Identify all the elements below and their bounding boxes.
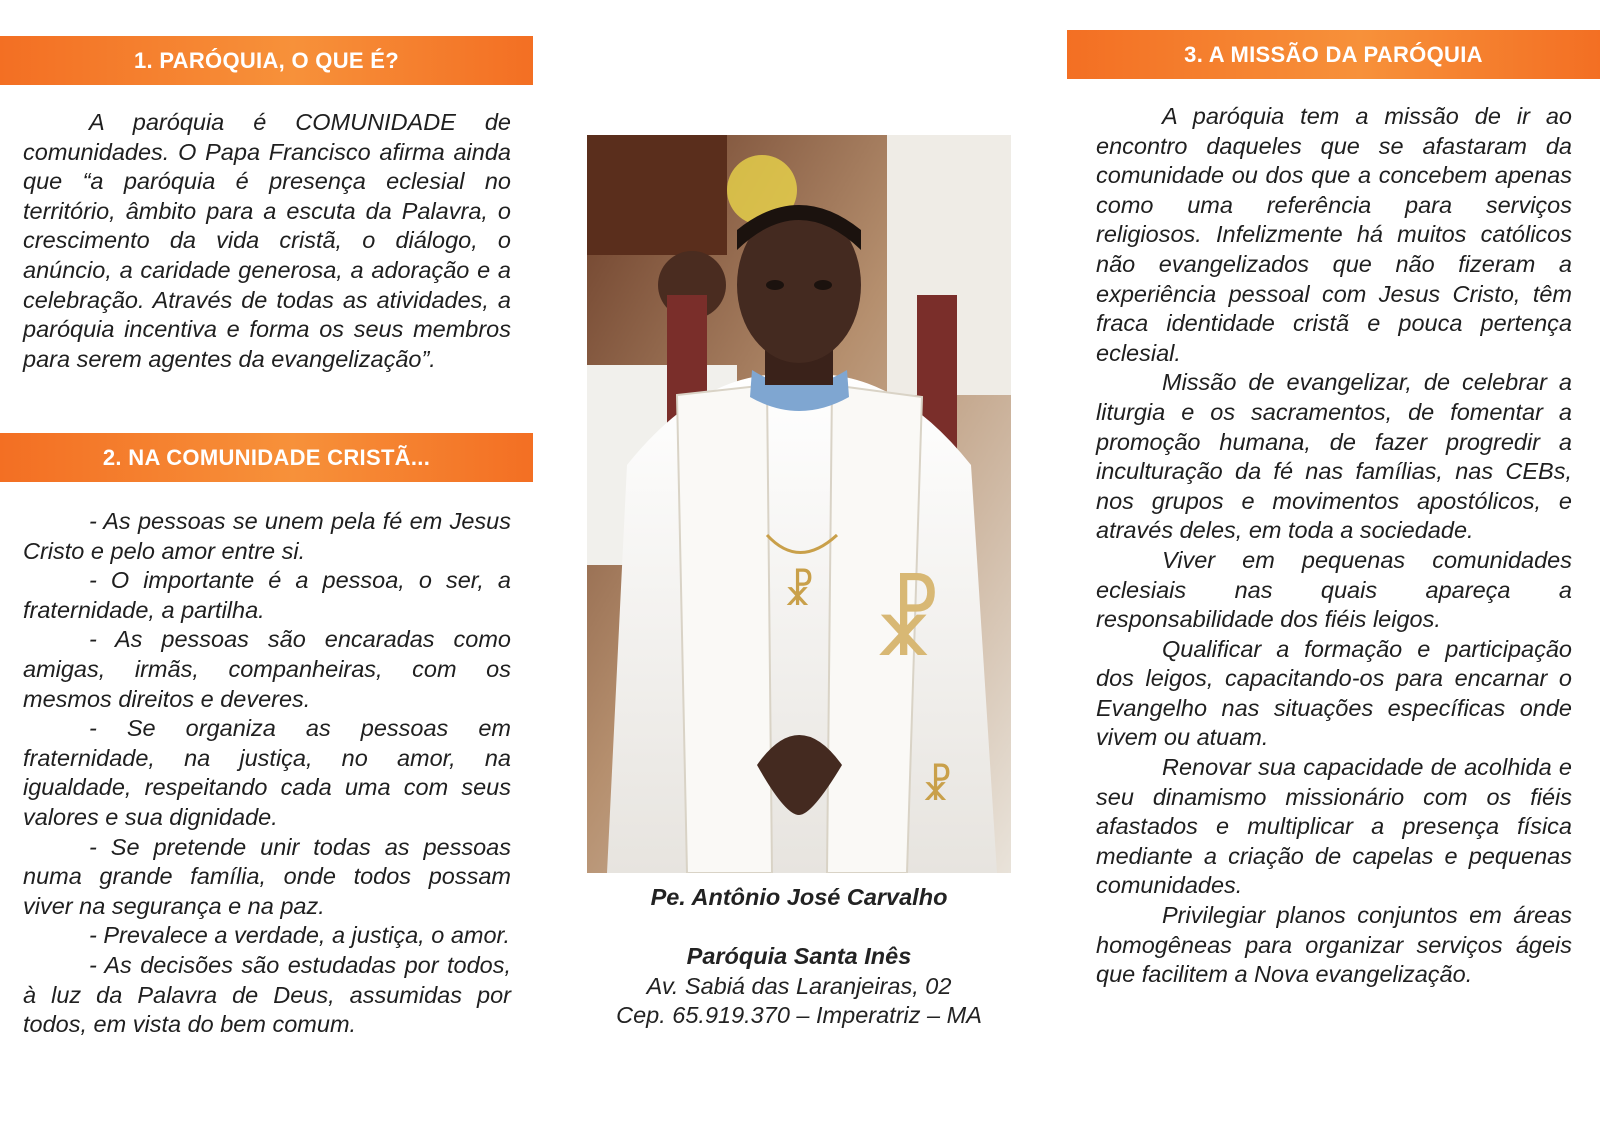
section3-paragraph: Qualificar a formação e participação dos leigos, capacitando-os para encarnar o Evangelho nas situações específicas onde vivem ou atuam. [1096, 635, 1572, 751]
section1-body [23, 108, 511, 374]
section3-body [1096, 102, 1572, 990]
section3-paragraph: A paróquia tem a missão de ir ao encontro daqueles que se afastaram da comunidade ou dos que a concebem apenas como uma referência para serviços religiosos. Infelizmente há muitos católicos não evangelizados que não fizeram a experiência pessoal com Jesus Cristo, têm fraca identidade cristã e pouca pertença eclesial. [1096, 103, 1572, 366]
section2-item: - Se pretende unir todas as pessoas numa grande família, onde todos possam viver na segurança e na paz. [23, 833, 511, 919]
priest-name: Pe. Antônio José Carvalho [650, 884, 948, 910]
section2-header [0, 433, 533, 482]
section1-title: 1. PARÓQUIA, O QUE É? [133, 47, 400, 73]
section3-header [1067, 30, 1600, 79]
section2-item: - O importante é a pessoa, o ser, a fraternidade, a partilha. [23, 567, 511, 623]
section2-title: 2. NA COMUNIDADE CRISTÃ... [102, 444, 431, 470]
svg-text:☧: ☧ [921, 764, 953, 810]
priest-photo [587, 135, 1011, 873]
address-line2: Cep. 65.919.370 – Imperatriz – MA [616, 1002, 982, 1029]
priest-illustration [587, 135, 1011, 873]
parish-name: Paróquia Santa Inês [686, 943, 912, 969]
svg-text:☧: ☧ [783, 569, 815, 615]
section2-body [23, 507, 511, 1040]
section3-title: 3. A MISSÃO DA PARÓQUIA [1184, 41, 1483, 67]
section3-paragraph: Missão de evangelizar, de celebrar a liturgia e os sacramentos, de fomentar a promoção humana, de fazer progredir a inculturação da fé nas famílias, nas CEBs, nos grupos e movimentos apostólicos, e através deles, em toda a sociedade. [1096, 369, 1572, 544]
section2-item: - As pessoas se unem pela fé em Jesus Cristo e pelo amor entre si. [23, 508, 511, 564]
section1-paragraph: A paróquia é COMUNIDADE de comunidades. O Papa Francisco afirma ainda que “a paróquia é presença eclesial no território, âmbito para a escuta da Palavra, o crescimento da vida cristã, o diálogo, o anúncio, a caridade generosa, a adoração e a celebração. Através de todas as atividades, a paróquia incentiva e forma os seus membros para serem agentes da evangelização”. [23, 109, 511, 372]
address-line1: Av. Sabiá das Laranjeiras, 02 [646, 972, 952, 999]
section2-item: - Prevalece a verdade, a justiça, o amor. [89, 922, 511, 949]
section3-paragraph: Renovar sua capacidade de acolhida e seu dinamismo missionário com os fiéis afastados e multiplicar a presença física mediante a criação de capelas e pequenas comunidades. [1096, 754, 1572, 899]
svg-text:☧: ☧ [871, 572, 943, 677]
section2-item: - Se organiza as pessoas em fraternidade, na justiça, no amor, na igualdade, respeitando cada uma com seus valores e sua dignidade. [23, 715, 511, 830]
photo-caption [560, 883, 1038, 913]
section2-item: - As pessoas são encaradas como amigas, irmãs, companheiras, com os mesmos direitos e deveres. [23, 626, 511, 712]
parish-info [560, 942, 1038, 1031]
section1-header [0, 36, 533, 85]
section3-paragraph: Viver em pequenas comunidades eclesiais nas quais apareça a responsabilidade dos fiéis leigos. [1096, 546, 1572, 633]
section2-item: - As decisões são estudadas por todos, à luz da Palavra de Deus, assumidas por todos, em vista do bem comum. [23, 951, 511, 1038]
section3-paragraph: Privilegiar planos conjuntos em áreas homogêneas para organizar serviços ágeis que facilitem a Nova evangelização. [1096, 902, 1572, 988]
